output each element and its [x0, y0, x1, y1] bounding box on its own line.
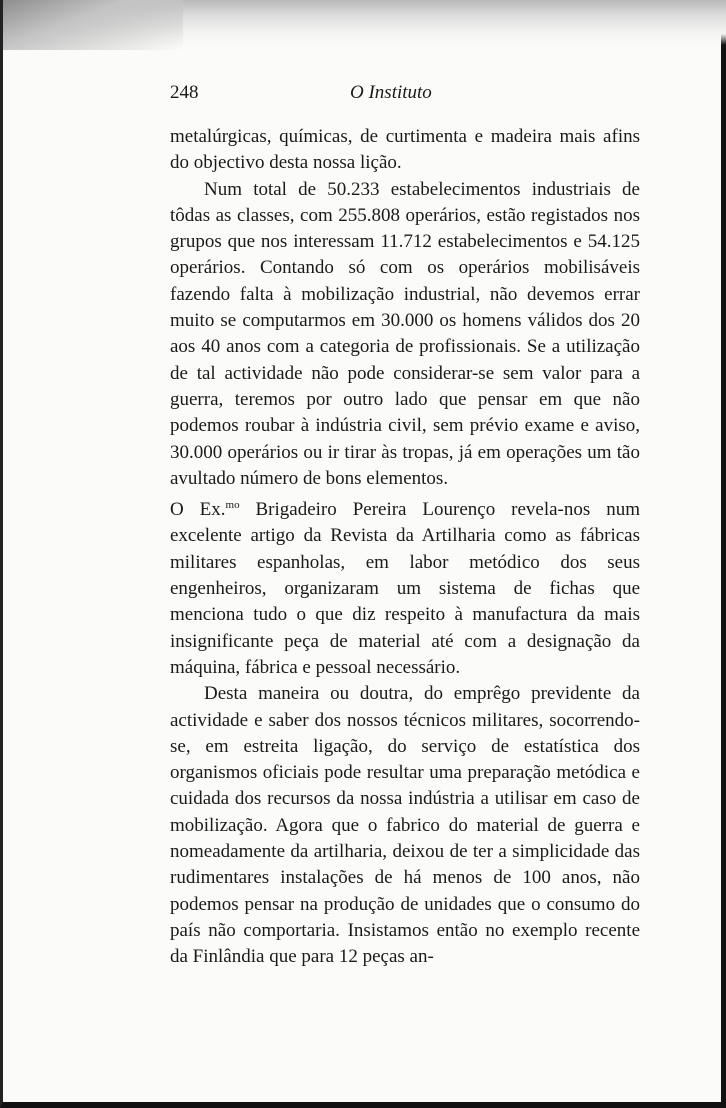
- paragraph-1: metalúrgicas, químicas, de curtimenta e madeira mais afins do objectivo desta nossa lição.: [170, 126, 640, 174]
- scan-shadow-corner: [3, 0, 183, 50]
- paragraph-3-lead: O Ex.: [170, 499, 226, 521]
- paragraph-4: Desta maneira ou doutra, do emprêgo previdente da actividade e saber dos nossos técnicos militares, socorrendo-se, em estreita ligação, do serviço de estatística dos organismos oficiais pode resultar uma preparação metódica e cuidada dos recursos da nossa indústria a utilisar em caso de mobilização. Agora que o fabrico do material de guerra e nomeadamente da artilharia, deixou de ter a simplicidade das rudimentares instalações de há menos de 100 anos, não podemos pensar na produção de unidades que o consumo do país não comportaria. Insistamos então no exemplo recente da Finlândia que para 12 peças an-: [170, 683, 640, 968]
- superscript-mo: mo: [225, 499, 240, 512]
- running-title: O Instituto: [350, 82, 432, 103]
- page-number: 248: [170, 82, 199, 103]
- page-header: [170, 82, 640, 112]
- paragraph-3: [170, 492, 640, 681]
- body-text: [170, 124, 640, 971]
- paragraph-3-text: Brigadeiro Pereira Lourenço revela-nos num excelente artigo da Revista da Artilharia como as fábricas militares espanholas, em labor metódico dos seus engenheiros, organizaram um sistema de fichas que menciona tudo o que diz respeito à manufactura da mais insignificante peça de material até com a designação da máquina, fábrica e pessoal necessário.: [170, 499, 640, 678]
- paragraph-2: Num total de 50.233 estabelecimentos industriais de tôdas as classes, com 255.808 operários, estão registados nos grupos que nos interessam 11.712 estabelecimentos e 54.125 operários. Contando só com os operários mobilisáveis fazendo falta à mobilização industrial, não devemos errar muito se computarmos em 30.000 os homens válidos dos 20 aos 40 anos com a categoria de profissionais. Se a utilização de tal actividade não pode considerar-se sem valor para a guerra, teremos por outro lado que pensar em que não podemos roubar à indústria civil, sem prévio exame e aviso, 30.000 operários ou ir tirar às tropas, já em operações um tão avultado número de bons elementos.: [170, 178, 640, 489]
